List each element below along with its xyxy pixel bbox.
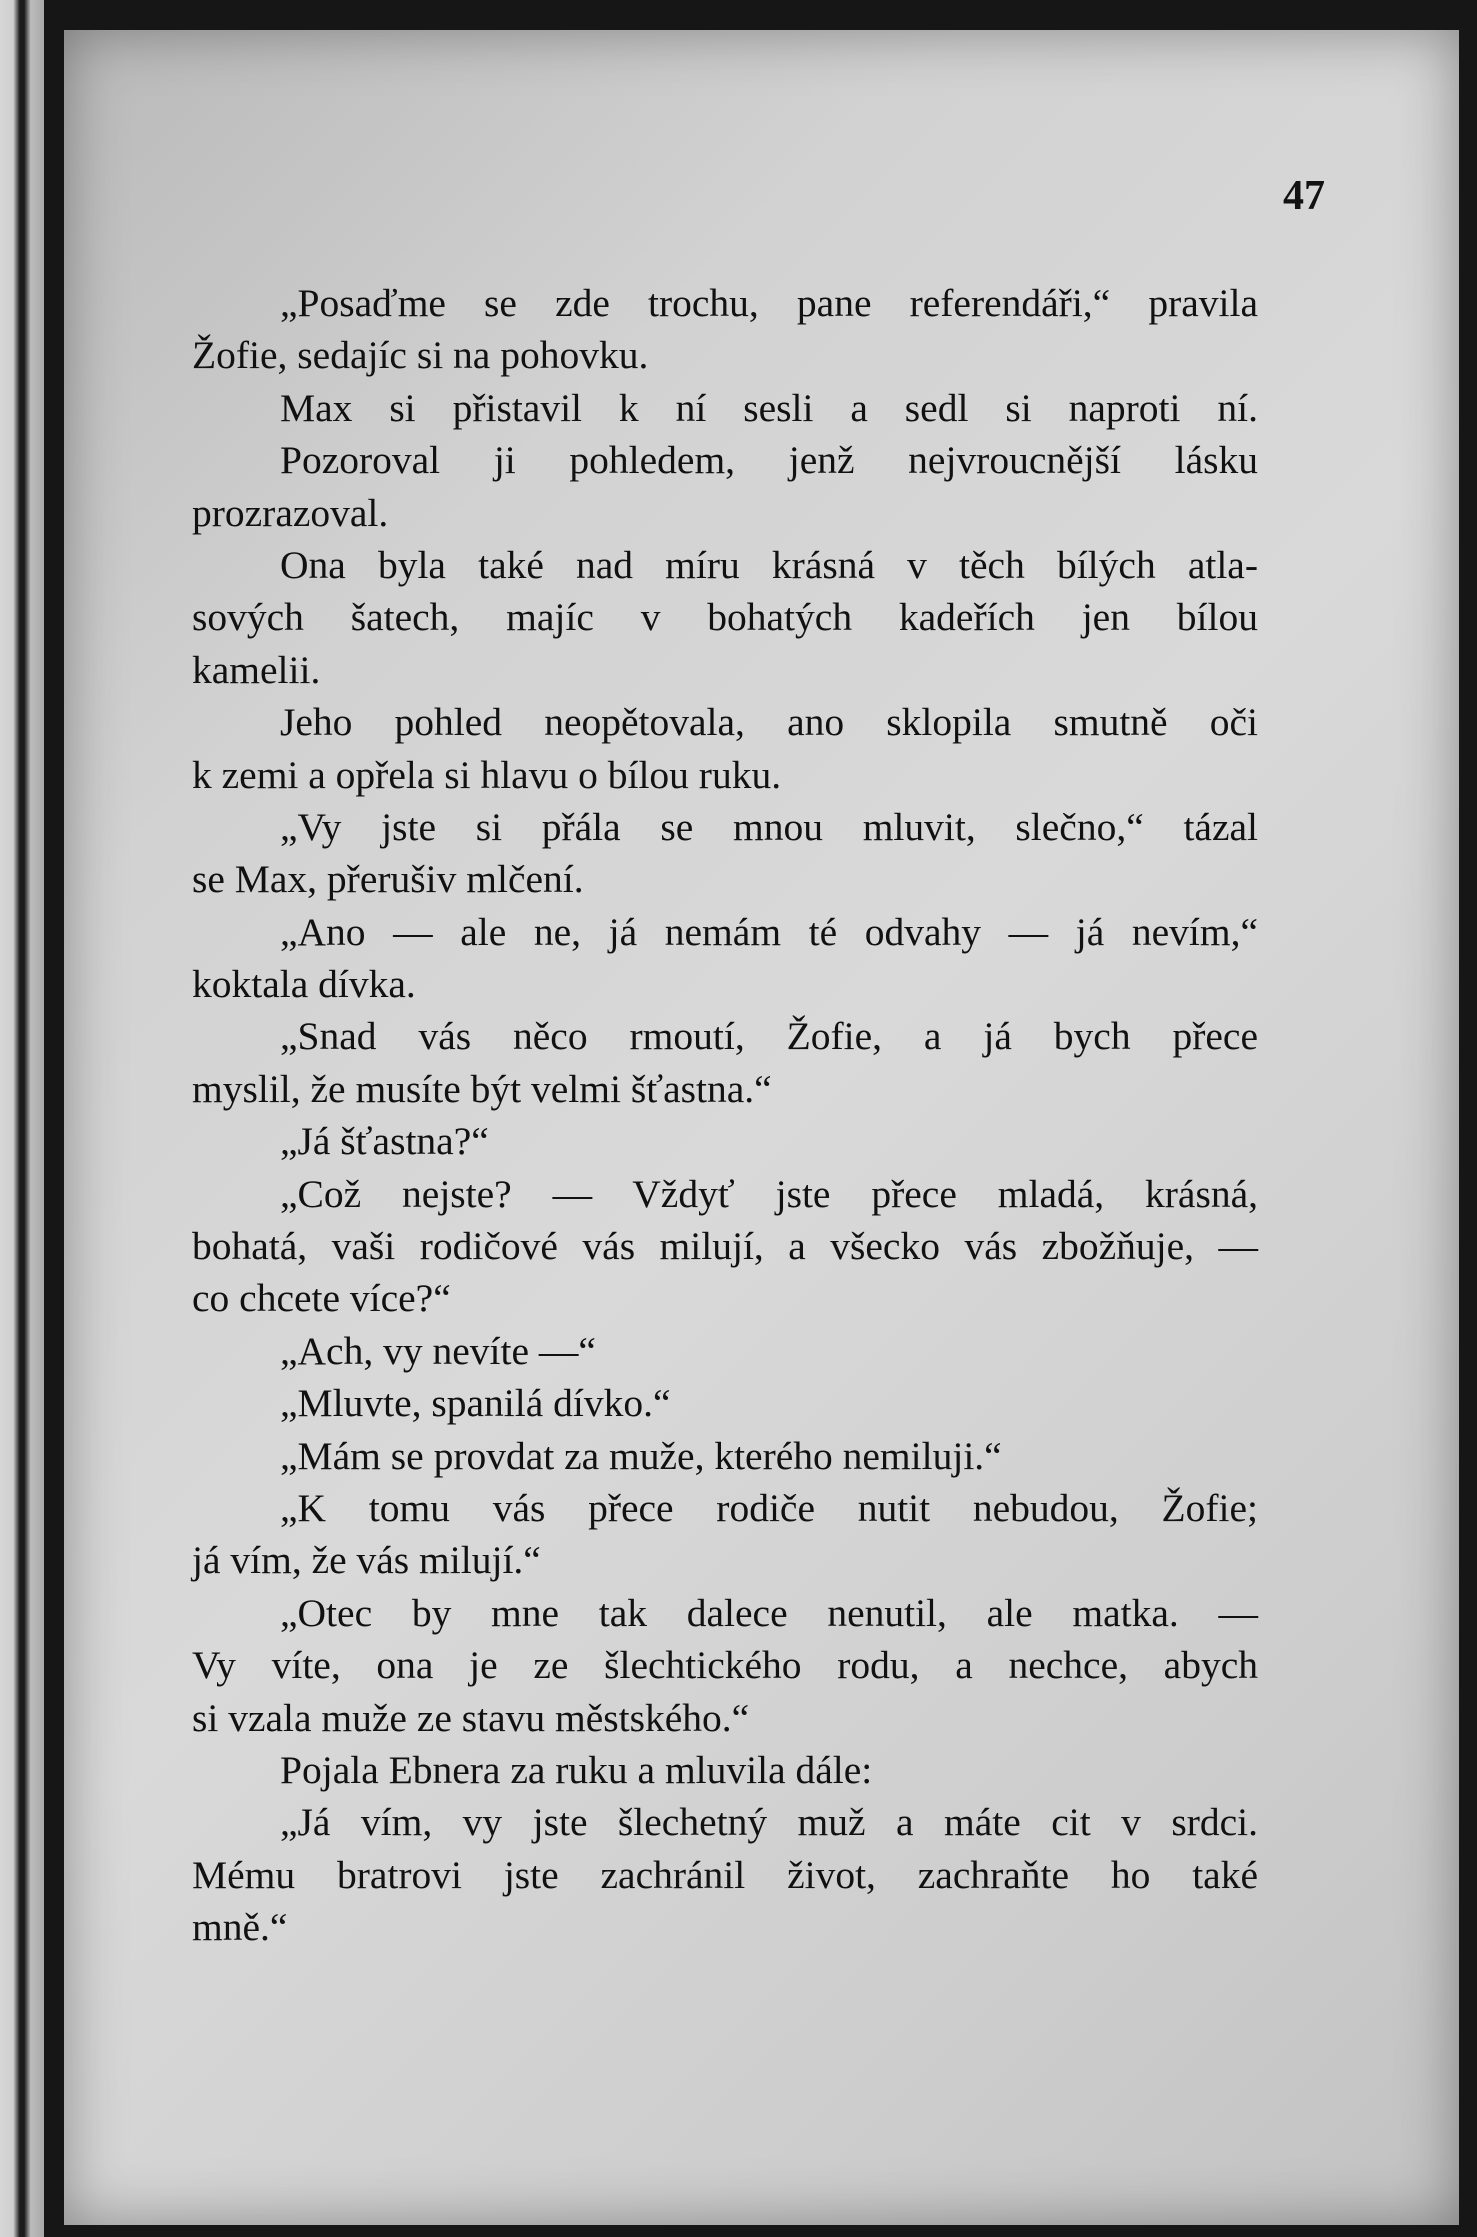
text-line: Max si přistavil k ní sesli a sedl si naproti ní. xyxy=(280,385,1258,430)
text-line: Pozoroval ji pohledem, jenž nejvroucnější lásku xyxy=(280,438,1258,483)
text-line: Pojala Ebnera za ruku a mluvila dále: xyxy=(280,1747,873,1792)
text-line: prozrazoval. xyxy=(192,490,389,535)
text-line: „Což nejste? — Vždyť jste přece mladá, krásná, xyxy=(280,1171,1258,1216)
body-text xyxy=(192,277,1258,1954)
text-line: „Mám se provdat za muže, kterého nemiluji.“ xyxy=(280,1433,1002,1478)
text-line: „Já vím, vy jste šlechetný muž a máte cit v srdci. xyxy=(280,1800,1258,1845)
text-line: mně.“ xyxy=(192,1905,288,1950)
text-line: Žofie, sedajíc si na pohovku. xyxy=(192,333,649,378)
text-line: Mému bratrovi jste zachránil život, zachraňte ho také xyxy=(192,1852,1258,1897)
text-line: k zemi a opřela si hlavu o bílou ruku. xyxy=(192,752,782,797)
text-line: se Max, přerušiv mlčení. xyxy=(192,857,584,902)
text-line: si vzala muže ze stavu městského.“ xyxy=(192,1695,750,1740)
page-number: 47 xyxy=(1283,173,1325,219)
text-line: „Otec by mne tak dalece nenutil, ale matka. — xyxy=(280,1590,1258,1635)
text-line: koktala dívka. xyxy=(192,962,416,1007)
text-line: „Ano — ale ne, já nemám té odvahy — já nevím,“ xyxy=(280,909,1258,954)
text-line: myslil, že musíte být velmi šťastna.“ xyxy=(192,1066,772,1111)
text-line: já vím, že vás milují.“ xyxy=(192,1538,541,1583)
text-line: „Já šťastna?“ xyxy=(280,1119,489,1164)
text-line: co chcete více?“ xyxy=(192,1276,451,1321)
text-line: „Vy jste si přála se mnou mluvit, slečno,“ tázal xyxy=(280,804,1258,849)
text-line: „Mluvte, spanilá dívko.“ xyxy=(280,1381,671,1426)
text-line: „K tomu vás přece rodiče nutit nebudou, Žofie; xyxy=(280,1485,1258,1530)
text-line: bohatá, vaši rodičové vás milují, a všecko vás zbožňuje, — xyxy=(192,1224,1258,1269)
text-line: „Ach, vy nevíte —“ xyxy=(280,1328,596,1373)
text-line: kamelii. xyxy=(192,647,321,692)
binding-edge xyxy=(0,0,44,2237)
text-line: „Posaďme se zde trochu, pane referendáři,“ pravila xyxy=(280,281,1258,325)
text-line: Ona byla také nad míru krásná v těch bílých atla- xyxy=(280,542,1258,587)
text-line: „Snad vás něco rmoutí, Žofie, a já bych přece xyxy=(280,1014,1258,1059)
text-line: sových šatech, majíc v bohatých kadeřích jen bílou xyxy=(192,595,1258,640)
text-line: Jeho pohled neopětovala, ano sklopila smutně oči xyxy=(280,700,1258,745)
text-line: Vy víte, ona je ze šlechtického rodu, a nechce, abych xyxy=(192,1643,1258,1688)
